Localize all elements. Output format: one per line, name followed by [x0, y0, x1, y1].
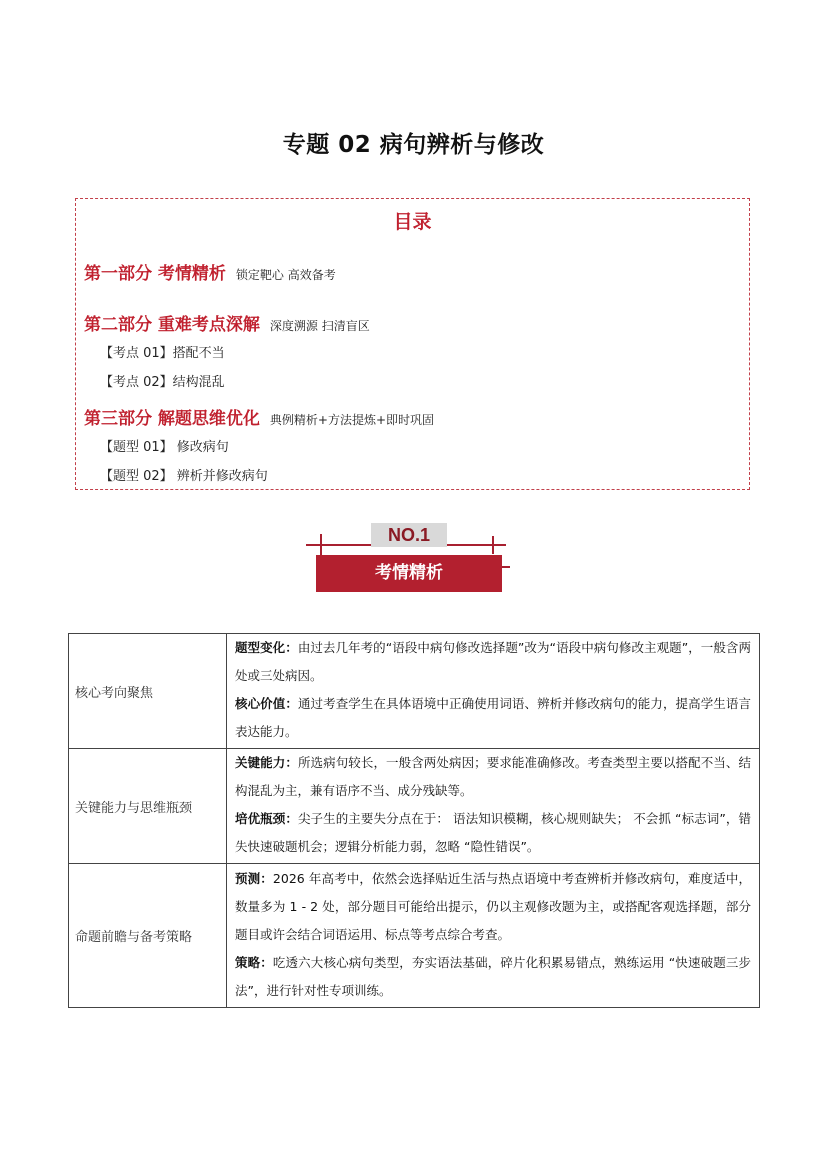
- content-paragraph: [235, 949, 751, 1005]
- section-badge: [306, 522, 512, 594]
- toc-item-tixing-02[interactable]: 【题型 02】 辨析并修改病句: [100, 469, 268, 484]
- paragraph-text: 尖子生的主要失分点在于： 语法知识模糊，核心规则缺失； 不会抓 “标志词”，错失快速破题机会；逻辑分析能力弱，忽略 “隐性错误”。: [235, 811, 751, 854]
- badge-label: 考情精析: [316, 555, 502, 592]
- toc-part-title: 第二部分 重难考点深解: [84, 315, 260, 335]
- exam-analysis-table: [68, 633, 760, 1008]
- toc-heading: 目录: [393, 211, 432, 233]
- toc-part-subtitle: 锁定靶心 高效备考: [235, 268, 336, 282]
- badge-line: [502, 566, 510, 568]
- badge-line: [492, 536, 494, 554]
- paragraph-text: 吃透六大核心病句类型，夯实语法基础，碎片化积累易错点，熟练运用 “快速破题三步法”，进行针对性专项训练。: [235, 954, 751, 998]
- table-of-contents: [75, 198, 750, 490]
- paragraph-text: 由过去几年考的“语段中病句修改选择题”改为“语段中病句修改主观题”，一般含两处或三处病因。: [235, 640, 751, 683]
- paragraph-text: 通过考查学生在具体语境中正确使用词语、辨析并修改病句的能力，提高学生语言表达能力。: [235, 696, 751, 739]
- toc-part-title: 第三部分 解题思维优化: [84, 409, 260, 429]
- toc-item-tixing-01[interactable]: 【题型 01】 修改病句: [100, 440, 229, 455]
- toc-part-subtitle: 深度溯源 扫清盲区: [269, 319, 370, 333]
- badge-number: NO.1: [371, 523, 447, 547]
- content-paragraph: [235, 865, 751, 949]
- keyword: 策略：: [235, 954, 273, 970]
- row-content: [227, 749, 760, 864]
- toc-part-1[interactable]: [84, 259, 336, 284]
- row-label: 命题前瞻与备考策略: [69, 864, 227, 1008]
- row-content: [227, 864, 760, 1008]
- table-row: [69, 634, 760, 749]
- toc-item-kaodian-01[interactable]: 【考点 01】搭配不当: [100, 346, 225, 361]
- toc-part-3[interactable]: [84, 404, 434, 429]
- toc-part-2[interactable]: [84, 310, 370, 335]
- keyword: 核心价值：: [235, 696, 298, 711]
- page-title: 专题 02 病句辨析与修改: [282, 132, 545, 158]
- table-row: [69, 749, 760, 864]
- row-label: 核心考向聚焦: [69, 634, 227, 749]
- content-paragraph: [235, 749, 751, 805]
- content-paragraph: [235, 805, 751, 861]
- keyword: 培优瓶颈：: [235, 811, 298, 826]
- table-row: [69, 864, 760, 1008]
- keyword: 预测：: [235, 870, 273, 886]
- keyword: 题型变化：: [235, 640, 298, 655]
- badge-line: [320, 534, 322, 556]
- row-content: [227, 634, 760, 749]
- row-label: 关键能力与思维瓶颈: [69, 749, 227, 864]
- toc-part-title: 第一部分 考情精析: [84, 264, 226, 284]
- keyword: 关键能力：: [235, 755, 298, 770]
- content-paragraph: [235, 690, 751, 746]
- paragraph-text: 所选病句较长，一般含两处病因；要求能准确修改。考查类型主要以搭配不当、结构混乱为主，兼有语序不当、成分残缺等。: [235, 755, 751, 798]
- toc-item-kaodian-02[interactable]: 【考点 02】结构混乱: [100, 375, 225, 390]
- toc-part-subtitle: 典例精析+方法提炼+即时巩固: [269, 413, 435, 427]
- content-paragraph: [235, 634, 751, 690]
- paragraph-text: 2026 年高考中，依然会选择贴近生活与热点语境中考查辨析并修改病句，难度适中，数量多为 1 - 2 处，部分题目可能给出提示，仍以主观修改题为主，或搭配客观选择题，部分题目或许会结合词语运用、标点等考点综合考查。: [235, 870, 751, 942]
